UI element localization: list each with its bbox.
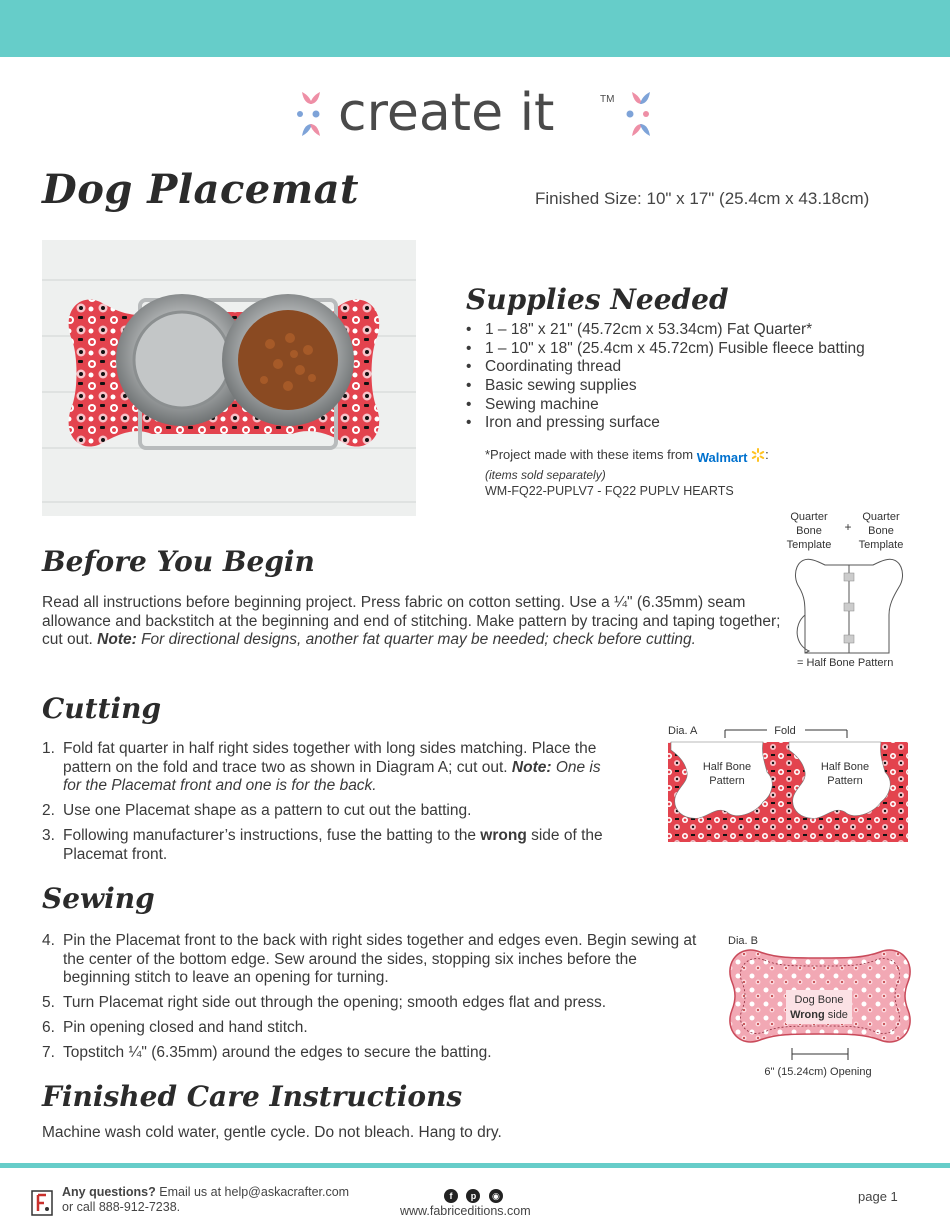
sewing-heading: Sewing xyxy=(42,882,155,915)
walmart-logo[interactable] xyxy=(697,448,765,467)
supply-item: • Sewing machine xyxy=(466,396,865,415)
dia-a-left-1: Half Bone xyxy=(702,761,752,773)
create-it-logo xyxy=(290,80,660,150)
facebook-icon[interactable]: f xyxy=(444,1189,458,1203)
care-text: Machine wash cold water, gentle cycle. Do not bleach. Hang to dry. xyxy=(42,1124,502,1141)
step-text: Following manufacturer’s instructions, fuse the batting to the xyxy=(63,827,481,844)
qb-right-label-1: Quarter xyxy=(862,511,900,523)
pinterest-icon[interactable]: p xyxy=(466,1189,480,1203)
supplies-list xyxy=(466,321,865,433)
before-note-label: Note: xyxy=(97,631,137,648)
dia-a-fold: Fold xyxy=(774,725,796,737)
dia-b-opening: 6" (15.24cm) Opening xyxy=(764,1066,872,1078)
finished-size: Finished Size: 10" x 17" (25.4cm x 43.18cm) xyxy=(535,189,870,208)
qb-left-label-2: Bone xyxy=(796,525,822,537)
qb-left-label-3: Template xyxy=(786,539,832,551)
sewing-step xyxy=(42,1044,702,1063)
before-heading: Before You Begin xyxy=(42,545,315,578)
svg-text:Wrong side xyxy=(790,1009,848,1021)
step-number: 1. xyxy=(42,740,55,757)
sewing-step xyxy=(42,932,702,988)
top-accent-bar xyxy=(0,0,950,57)
dia-b-line1: Dog Bone xyxy=(794,994,844,1006)
trademark: TM xyxy=(600,94,615,105)
qb-plus: + xyxy=(844,520,852,534)
sold-separately: (items sold separately) xyxy=(485,467,606,482)
cutting-steps xyxy=(42,740,622,871)
step-text: Topstitch ¼" (6.35mm) around the edges to secure the batting. xyxy=(63,1044,492,1061)
cutting-step xyxy=(42,827,622,864)
dia-a-right-1: Half Bone xyxy=(820,761,870,773)
diagram-b xyxy=(720,930,920,1080)
qb-right-label-2: Bone xyxy=(868,525,894,537)
walmart-spark-icon xyxy=(751,448,765,462)
care-heading: Finished Care Instructions xyxy=(42,1080,463,1113)
dia-a-right-2: Pattern xyxy=(827,775,863,787)
project-note-suffix: : xyxy=(765,447,769,462)
step-number: 6. xyxy=(42,1019,55,1036)
step-text-after: side of the Placemat front. xyxy=(63,827,603,863)
before-note-text: For directional designs, another fat quarter may be needed; check before cutting. xyxy=(136,631,696,648)
right-droplets-icon xyxy=(627,92,651,136)
sewing-step xyxy=(42,1019,702,1038)
page-title: Dog Placemat xyxy=(42,166,359,213)
sewing-steps xyxy=(42,932,702,1069)
left-droplets-icon xyxy=(297,92,320,136)
step-number: 7. xyxy=(42,1044,55,1061)
page-number: page 1 xyxy=(858,1189,898,1204)
walmart-wordmark: Walmart xyxy=(696,450,748,465)
dia-a-left-2: Pattern xyxy=(709,775,745,787)
footer-website-link[interactable]: www.fabriceditions.com xyxy=(400,1204,531,1218)
project-note-prefix: *Project made with these items from xyxy=(485,447,694,462)
brand-name: create it xyxy=(338,83,555,143)
step-number: 5. xyxy=(42,994,55,1011)
product-sku: WM-FQ22-PUPLV7 - FQ22 PUPLV HEARTS xyxy=(485,484,734,498)
quarter-bone-diagram xyxy=(785,505,925,675)
step-text: Pin opening closed and hand stitch. xyxy=(63,1019,308,1036)
step-note-text: One is for the Placemat front and one is for the back. xyxy=(63,758,601,794)
step-text: Use one Placemat shape as a pattern to cut out the batting. xyxy=(63,802,472,819)
qb-result: = Half Bone Pattern xyxy=(797,657,894,669)
step-number: 2. xyxy=(42,802,55,819)
instagram-icon[interactable]: ◉ xyxy=(489,1189,503,1203)
social-links xyxy=(442,1186,505,1204)
supply-item: • Iron and pressing surface xyxy=(466,414,865,433)
diagram-a xyxy=(665,720,910,845)
step-bold: wrong xyxy=(480,827,527,844)
footer-question-bold: Any questions? xyxy=(62,1185,156,1199)
supply-item: • 1 – 10" x 18" (25.4cm x 45.72cm) Fusible fleece batting xyxy=(466,340,865,359)
supplies-heading: Supplies Needed xyxy=(466,283,729,316)
dia-b-bold: Wrong xyxy=(790,1009,825,1021)
step-note-label: Note: xyxy=(511,758,552,776)
step-number: 4. xyxy=(42,932,55,949)
footer-email[interactable]: Email us at help@askacrafter.com xyxy=(155,1185,350,1199)
cutting-step xyxy=(42,740,622,796)
qb-left-label-1: Quarter xyxy=(790,511,828,523)
dia-a-label: Dia. A xyxy=(668,725,698,737)
step-text: Turn Placemat right side out through the opening; smooth edges flat and press. xyxy=(63,994,607,1011)
fabric-editions-logo-icon xyxy=(28,1187,56,1219)
supply-item: • Coordinating thread xyxy=(466,358,865,377)
before-main-text: Read all instructions before beginning project. Press fabric on cotton setting. Use a ¼" (6.35mm) seam allowance and backstitch at the beginning and end of stitching. Make pattern by tracing and taping together; cut out. xyxy=(42,594,781,648)
cutting-step xyxy=(42,802,622,821)
step-text: Pin the Placemat front to the back with right sides together and edges even. Begin sewing at the center of the bottom edge. Sew around the sides, stopping six inches before the beginning stitch to leave an opening for turning. xyxy=(63,932,697,986)
project-note xyxy=(485,447,769,500)
dia-b-line2: side xyxy=(824,1009,848,1021)
sewing-step xyxy=(42,994,702,1013)
dia-b-label: Dia. B xyxy=(728,935,758,947)
product-photo xyxy=(42,240,416,516)
qb-right-label-3: Template xyxy=(858,539,904,551)
supply-item: • 1 – 18" x 21" (45.72cm x 53.34cm) Fat Quarter* xyxy=(466,321,865,340)
footer-contact xyxy=(62,1185,349,1215)
bottom-accent-bar xyxy=(0,1163,950,1168)
step-text: Fold fat quarter in half right sides together with long sides matching. Place the pattern on the fold and trace two as shown in Diagram A; cut out. xyxy=(63,740,597,776)
before-text xyxy=(42,594,782,650)
supply-item: • Basic sewing supplies xyxy=(466,377,865,396)
step-number: 3. xyxy=(42,827,55,844)
footer-phone[interactable]: or call 888-912-7238. xyxy=(62,1200,181,1214)
cutting-heading: Cutting xyxy=(42,692,162,725)
